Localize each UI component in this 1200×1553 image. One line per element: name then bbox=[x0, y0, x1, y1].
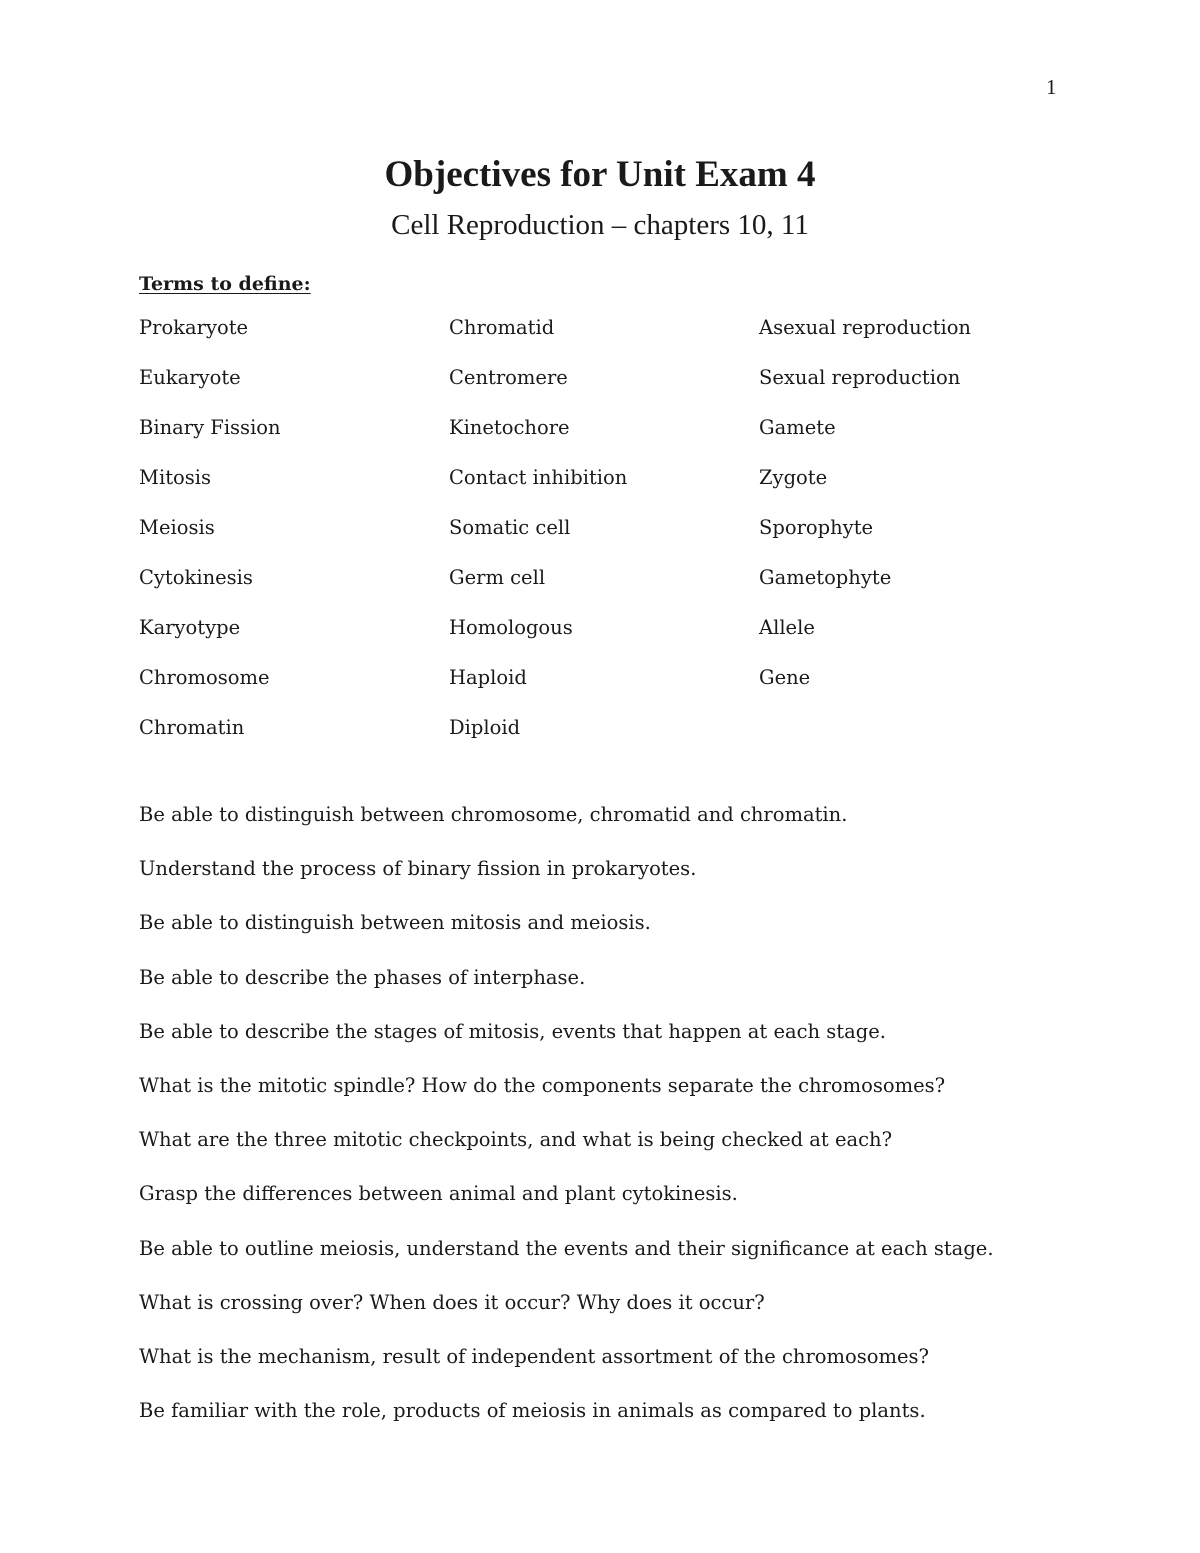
term: Gamete bbox=[759, 416, 836, 439]
objective-item: What are the three mitotic checkpoints, and what is being checked at each? bbox=[139, 1128, 893, 1152]
objective-item: What is the mitotic spindle? How do the components separate the chromosomes? bbox=[139, 1073, 946, 1097]
term: Karyotype bbox=[139, 616, 241, 639]
objective-item: Be able to describe the stages of mitosis, events that happen at each stage. bbox=[139, 1019, 886, 1043]
term: Asexual reproduction bbox=[759, 316, 971, 339]
page-title: Objectives for Unit Exam 4 bbox=[384, 154, 816, 195]
term-empty bbox=[759, 713, 1079, 763]
term: Zygote bbox=[759, 466, 828, 489]
term: Haploid bbox=[449, 666, 527, 689]
term: Centromere bbox=[449, 366, 568, 389]
term: Chromatin bbox=[139, 716, 245, 739]
term: Mitosis bbox=[139, 466, 212, 489]
term: Prokaryote bbox=[139, 316, 249, 339]
term: Germ cell bbox=[449, 566, 546, 589]
objective-item: Be able to distinguish between chromosome, chromatid and chromatin. bbox=[139, 803, 848, 826]
objective-item: Be able to outline meiosis, understand the events and their significance at each stage. bbox=[139, 1236, 994, 1260]
objective-item: Grasp the differences between animal and plant cytokinesis. bbox=[139, 1182, 738, 1206]
objective-item: Be able to distinguish between mitosis and meiosis. bbox=[139, 911, 651, 935]
terms-grid bbox=[139, 313, 1079, 763]
objective-item: Be able to describe the phases of interphase. bbox=[139, 965, 586, 989]
term: Cytokinesis bbox=[139, 566, 253, 589]
page-subtitle: Cell Reproduction – chapters 10, 11 bbox=[391, 209, 809, 241]
term: Sporophyte bbox=[759, 516, 874, 539]
term: Homologous bbox=[449, 616, 573, 639]
term: Kinetochore bbox=[449, 416, 570, 439]
term: Allele bbox=[759, 616, 815, 639]
objective-item: Understand the process of binary fission in prokaryotes. bbox=[139, 857, 697, 881]
term: Somatic cell bbox=[449, 516, 571, 539]
term: Diploid bbox=[449, 716, 521, 739]
term: Eukaryote bbox=[139, 366, 241, 389]
term: Chromatid bbox=[449, 316, 555, 339]
term: Gene bbox=[759, 666, 811, 689]
terms-heading: Terms to define: bbox=[139, 273, 311, 295]
term: Sexual reproduction bbox=[759, 366, 961, 389]
term: Chromosome bbox=[139, 666, 270, 689]
objective-item: What is crossing over? When does it occur? Why does it occur? bbox=[139, 1290, 765, 1314]
objective-item: Be familiar with the role, products of meiosis in animals as compared to plants. bbox=[139, 1399, 926, 1423]
objective-item: What is the mechanism, result of independent assortment of the chromosomes? bbox=[139, 1344, 929, 1368]
term: Gametophyte bbox=[759, 566, 892, 589]
term: Binary Fission bbox=[139, 416, 281, 439]
term: Meiosis bbox=[139, 516, 215, 539]
term: Contact inhibition bbox=[449, 466, 628, 489]
objectives-list bbox=[139, 800, 1139, 1450]
page-number: 1 bbox=[1046, 75, 1057, 99]
